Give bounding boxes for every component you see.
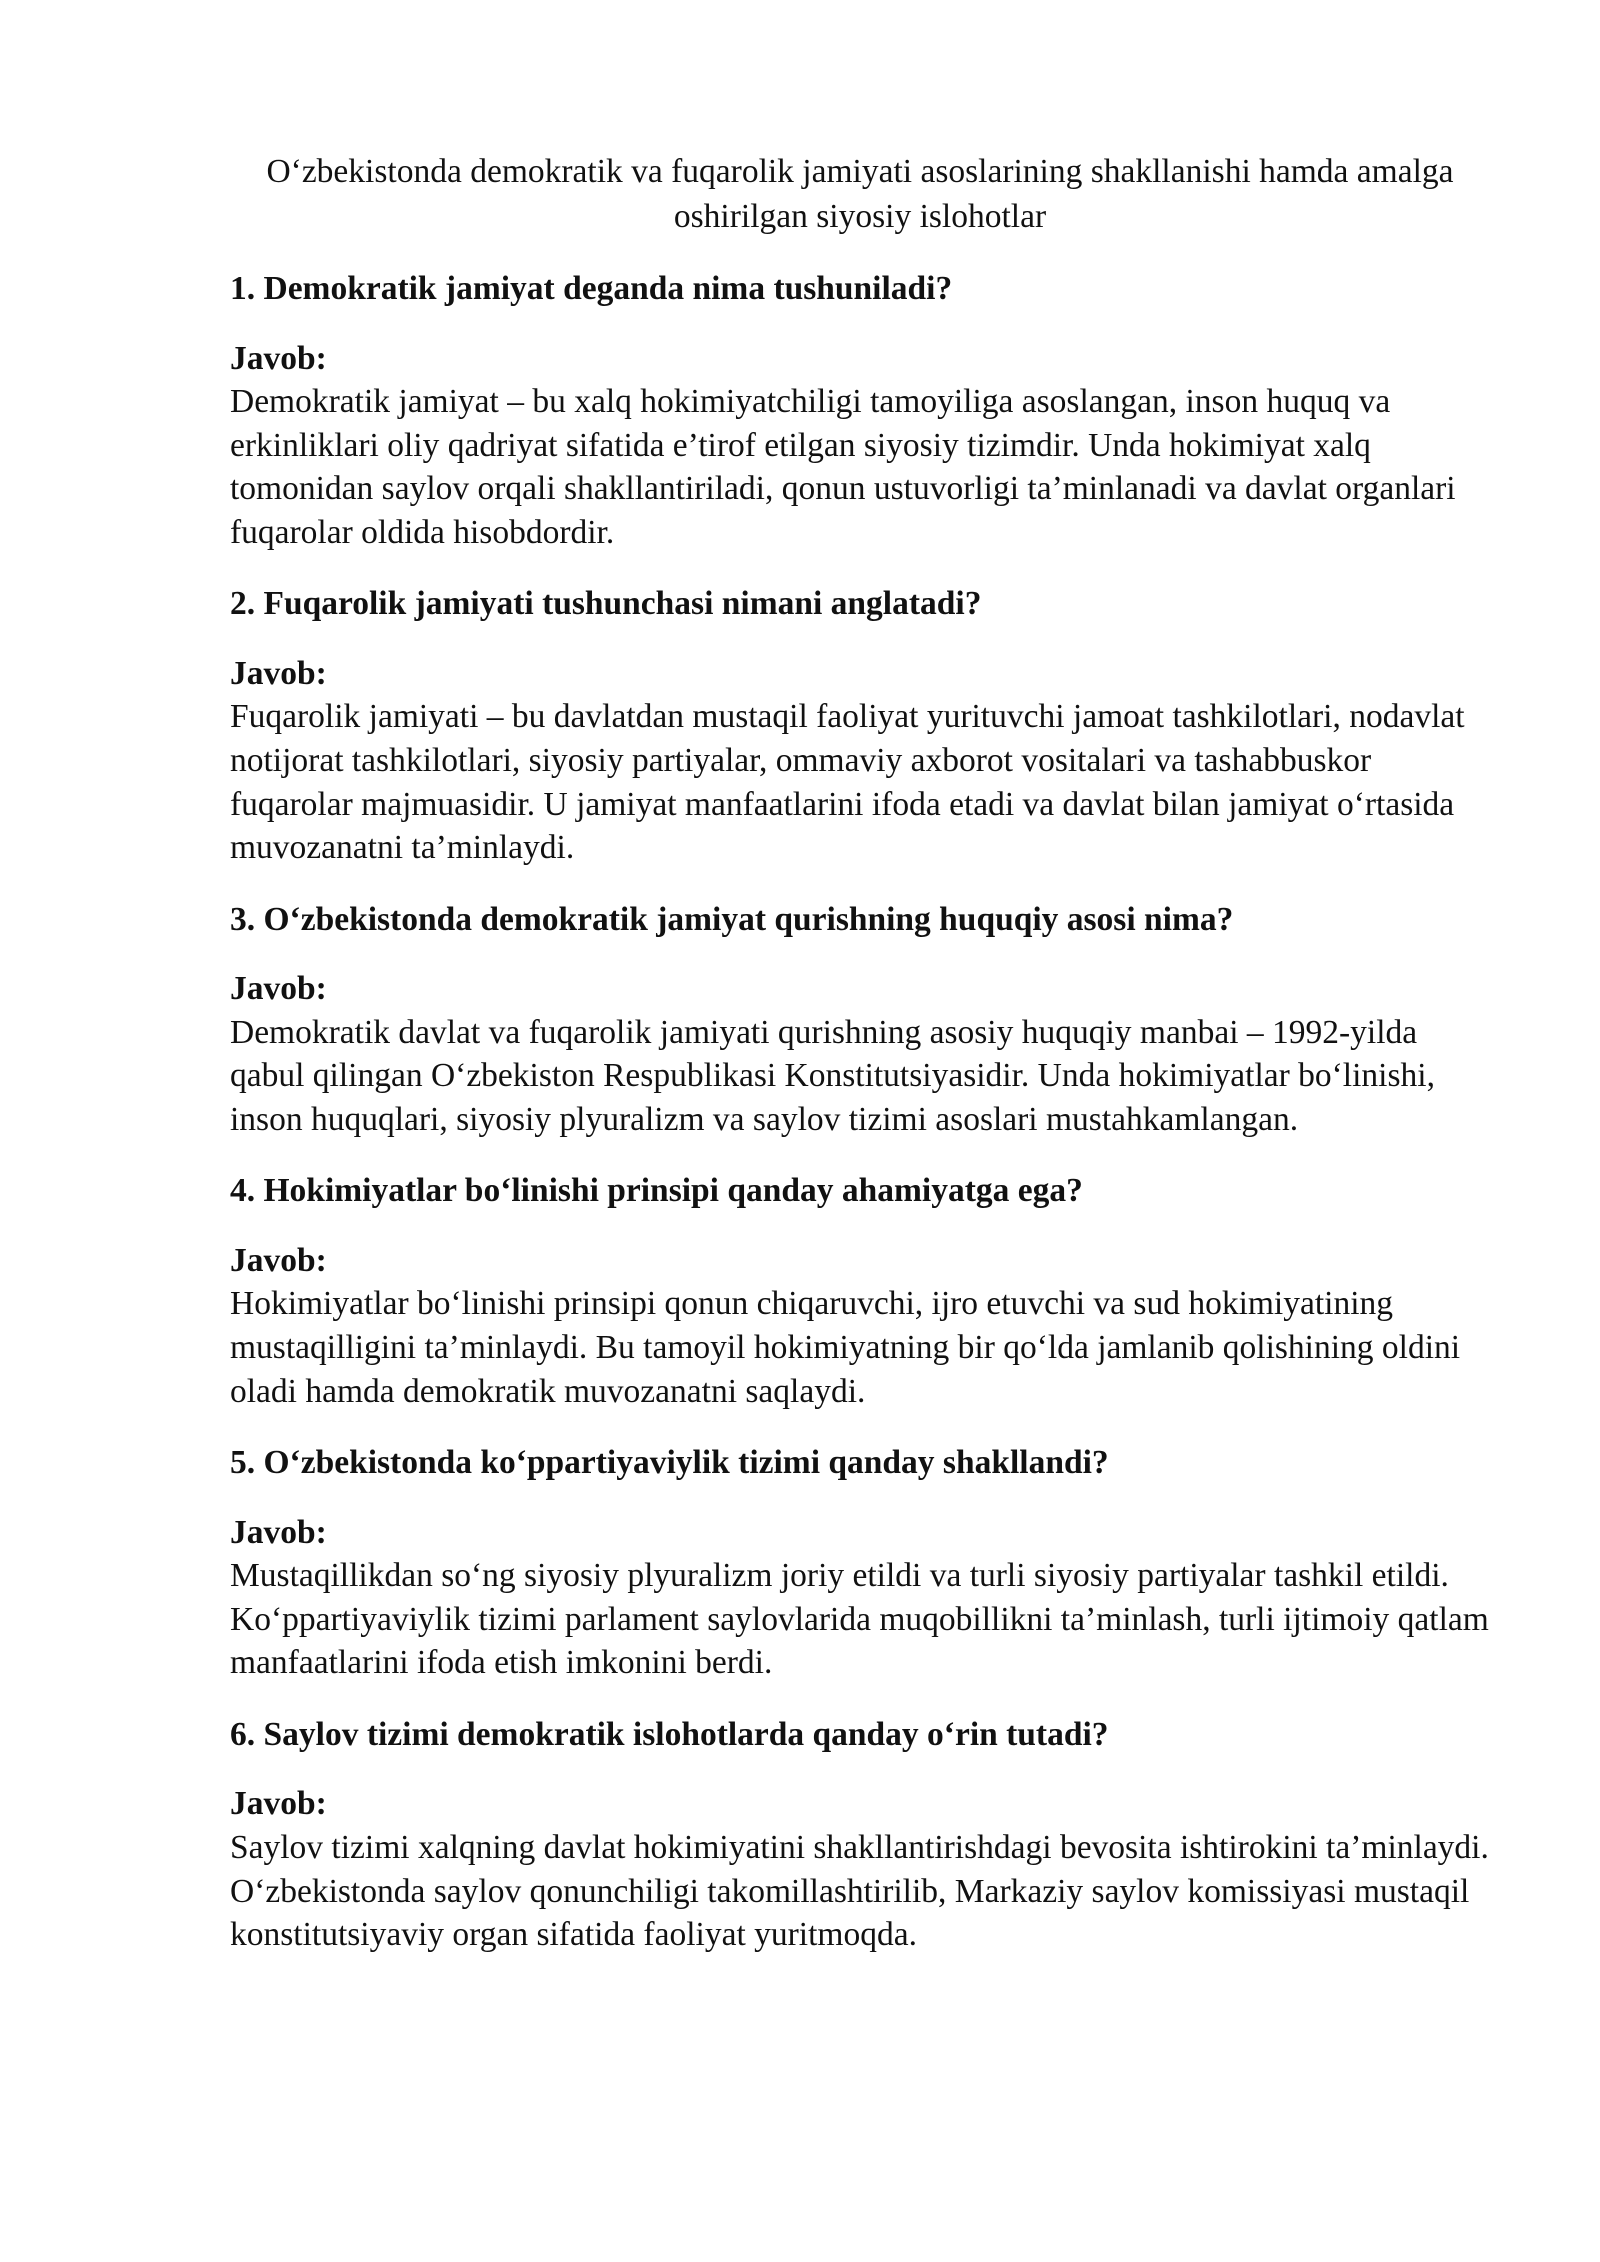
question-heading: 4. Hokimiyatlar bo‘linishi prinsipi qanday ahamiyatga ega? xyxy=(230,1172,1083,1210)
qa-item-5 xyxy=(230,1441,1490,1685)
question-heading: 6. Saylov tizimi demokratik islohotlarda qanday o‘rin tutadi? xyxy=(230,1715,1109,1753)
answer-text: Demokratik jamiyat – bu xalq hokimiyatchiligi tamoyiliga asoslangan, inson huquq va erkinliklari oliy qadriyat sifatida e’tirof etilgan siyosiy tizimdir. Unda hokimiyat xalq tomonidan saylov orqali shakllantiriladi, qonun ustuvorligi ta’minlanadi va davlat organlari fuqarolar oldida hisobdordir. xyxy=(230,383,1456,551)
qa-item-2 xyxy=(230,582,1490,869)
answer-label: Javob: xyxy=(230,1513,327,1551)
answer-label: Javob: xyxy=(230,1241,327,1279)
answer-label: Javob: xyxy=(230,1785,327,1823)
qa-item-1 xyxy=(230,267,1490,554)
answer-text: Demokratik davlat va fuqarolik jamiyati qurishning asosiy huquqiy manbai – 1992-yilda qabul qilingan O‘zbekiston Respublikasi Konstitutsiyasidir. Unda hokimiyatlar bo‘linishi, inson huquqlari, siyosiy plyuralizm va saylov tizimi asoslari mustahkamlangan. xyxy=(230,1013,1435,1138)
qa-item-3 xyxy=(230,898,1490,1142)
answer-label: Javob: xyxy=(230,654,327,692)
answer-label: Javob: xyxy=(230,970,327,1008)
question-heading: 1. Demokratik jamiyat deganda nima tushuniladi? xyxy=(230,270,953,308)
qa-item-6 xyxy=(230,1713,1490,1957)
document-title: O‘zbekistonda demokratik va fuqarolik jamiyati asoslarining shakllanishi hamda amalga oshirilgan siyosiy islohotlar xyxy=(266,153,1454,235)
question-heading: 3. O‘zbekistonda demokratik jamiyat qurishning huquqiy asosi nima? xyxy=(230,900,1234,938)
answer-text: Fuqarolik jamiyati – bu davlatdan mustaqil faoliyat yurituvchi jamoat tashkilotlari, nodavlat notijorat tashkilotlari, siyosiy partiyalar, ommaviy axborot vositalari va tashabbuskor fuqarolar majmuasidir. U jamiyat manfaatlarini ifoda etadi va davlat bilan jamiyat o‘rtasida muvozanatni ta’minlaydi. xyxy=(230,698,1465,867)
answer-text: Mustaqillikdan so‘ng siyosiy plyuralizm joriy etildi va turli siyosiy partiyalar tashkil etildi. Ko‘ppartiyaviylik tizimi parlament saylovlarida muqobillikni ta’minlash, turli ijtimoiy qatlam manfaatlarini ifoda etish imkonini berdi. xyxy=(230,1557,1489,1682)
qa-item-4 xyxy=(230,1169,1490,1413)
question-heading: 5. O‘zbekistonda ko‘ppartiyaviylik tizimi qanday shakllandi? xyxy=(230,1444,1109,1482)
answer-text: Saylov tizimi xalqning davlat hokimiyatini shakllantirishdagi bevosita ishtirokini ta’minlaydi. O‘zbekistonda saylov qonunchiligi takomillashtirilib, Markaziy saylov komissiyasi mustaqil konstitutsiyaviy organ sifatida faoliyat yuritmoqda. xyxy=(230,1828,1489,1954)
document-page xyxy=(230,150,1490,1985)
question-heading: 2. Fuqarolik jamiyati tushunchasi nimani anglatadi? xyxy=(230,585,982,623)
answer-label: Javob: xyxy=(230,339,327,377)
answer-text: Hokimiyatlar bo‘linishi prinsipi qonun chiqaruvchi, ijro etuvchi va sud hokimiyatining mustaqilligini ta’minlaydi. Bu tamoyil hokimiyatning bir qo‘lda jamlanib qolishining oldini oladi hamda demokratik muvozanatni saqlaydi. xyxy=(230,1285,1461,1410)
